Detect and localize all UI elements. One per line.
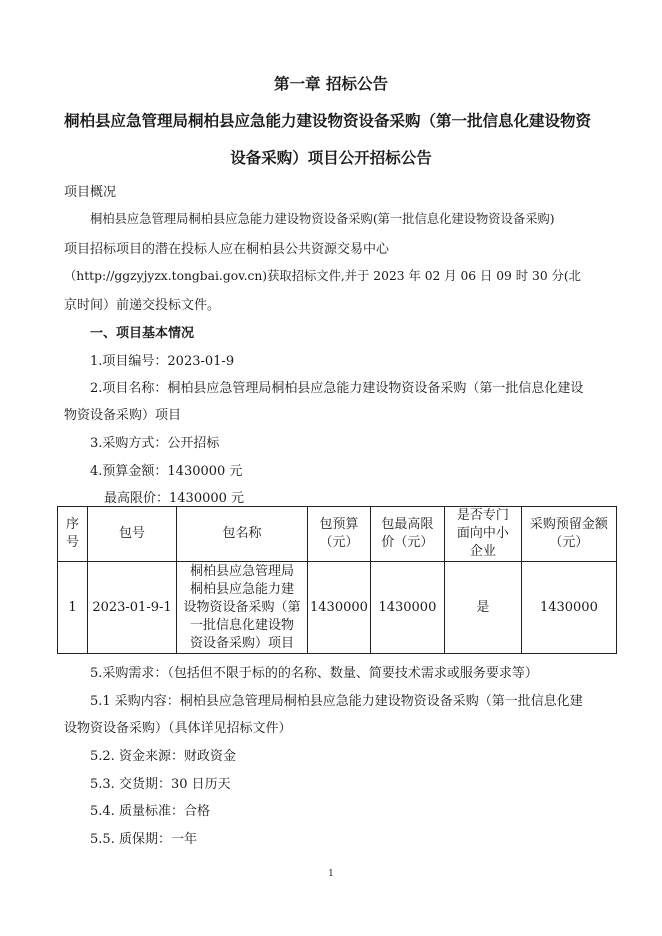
- overview-line2: 项目招标项目的潜在投标人应在桐柏县公共资源交易中心: [64, 242, 390, 257]
- procurement-method: 3.采购方式：公开招标: [90, 436, 220, 451]
- overview-line3: （http://ggzyjyzx.tongbai.gov.cn)获取招标文件,并于 2023 年 02 月 06 日 09 时 30 分(北: [64, 269, 581, 283]
- header-text: 价（元）: [381, 535, 434, 550]
- header-text: （元）: [549, 535, 589, 550]
- cell-sme: 是: [444, 562, 521, 654]
- header-text: 是否专门: [456, 508, 509, 523]
- overview-line4: 京时间）前递交投标文件。: [64, 298, 221, 313]
- project-name-line2: 物资设备采购）项目: [64, 408, 182, 423]
- package-name-line: 一批信息化建设物: [189, 617, 294, 633]
- cell-index: 1: [58, 562, 88, 654]
- procurement-content-line2: 设物资设备采购）（具体详见招标文件）: [64, 721, 292, 736]
- header-package-no: [88, 507, 177, 562]
- package-name-line: 设物资设备采购（第: [183, 599, 301, 615]
- project-name-line1: 2.项目名称：桐柏县应急管理局桐柏县应急能力建设物资设备采购（第一批信息化建设: [90, 381, 584, 396]
- header-package-name: [177, 507, 308, 562]
- overview-heading: 项目概况: [64, 185, 117, 200]
- header-budget: [308, 507, 371, 562]
- overview-line1: 桐柏县应急管理局桐柏县应急能力建设物资设备采购(第一批信息化建设物资设备采购): [90, 212, 555, 226]
- funding-source: 5.2. 资金来源：财政资金: [90, 749, 236, 764]
- header-text: 序: [65, 517, 79, 532]
- header-text: 采购预留金额: [529, 517, 608, 532]
- header-text: 包预算: [319, 517, 359, 532]
- package-name-line: 资设备采购）项目: [189, 635, 294, 651]
- header-text: 包号: [118, 526, 145, 541]
- cell-reserved: 1430000: [521, 562, 616, 654]
- procurement-content-line1: 5.1 采购内容：桐柏县应急管理局桐柏县应急能力建设物资设备采购（第一批信息化建: [90, 694, 583, 709]
- doc-title-line2: 设备采购）项目公开招标公告: [230, 149, 432, 167]
- header-text: 企业: [469, 544, 496, 559]
- cell-budget: 1430000: [308, 562, 371, 654]
- header-sme: [444, 507, 521, 562]
- section1-heading: 一、项目基本情况: [90, 326, 195, 341]
- max-price: 最高限价：1430000 元: [104, 491, 245, 506]
- delivery-period: 5.3. 交货期：30 日历天: [90, 777, 231, 792]
- table-row: [58, 562, 617, 654]
- header-index: [58, 507, 88, 562]
- header-max-price: [370, 507, 444, 562]
- package-name-line: 桐柏县应急管理局: [189, 563, 294, 579]
- package-table: [57, 506, 617, 654]
- header-text: （元）: [319, 535, 359, 550]
- chapter-title: 第一章 招标公告: [274, 75, 388, 93]
- header-reserved: [521, 507, 616, 562]
- procurement-needs: 5.采购需求：（包括但不限于标的的名称、数量、简要技术需求或服务要求等）: [90, 666, 538, 681]
- cell-max-price: 1430000: [370, 562, 444, 654]
- budget-amount: 4.预算金额：1430000 元: [90, 464, 243, 479]
- page-number: 1: [328, 869, 334, 879]
- quality-standard: 5.4. 质量标准：合格: [90, 804, 210, 819]
- warranty-period: 5.5. 质保期：一年: [90, 832, 197, 847]
- header-text: 包名称: [222, 526, 262, 541]
- doc-title-line1: 桐柏县应急管理局桐柏县应急能力建设物资设备采购（第一批信息化建设物资: [64, 112, 592, 130]
- header-text: 包最高限: [381, 517, 434, 532]
- cell-package-no: 2023-01-9-1: [88, 562, 177, 654]
- header-text: 面向中小: [456, 526, 509, 541]
- cell-package-name: [177, 562, 308, 654]
- header-text: 号: [65, 535, 79, 550]
- project-number: 1.项目编号：2023-01-9: [90, 354, 235, 369]
- table-header-row: [58, 507, 617, 562]
- package-name-line: 桐柏县应急能力建: [189, 581, 294, 597]
